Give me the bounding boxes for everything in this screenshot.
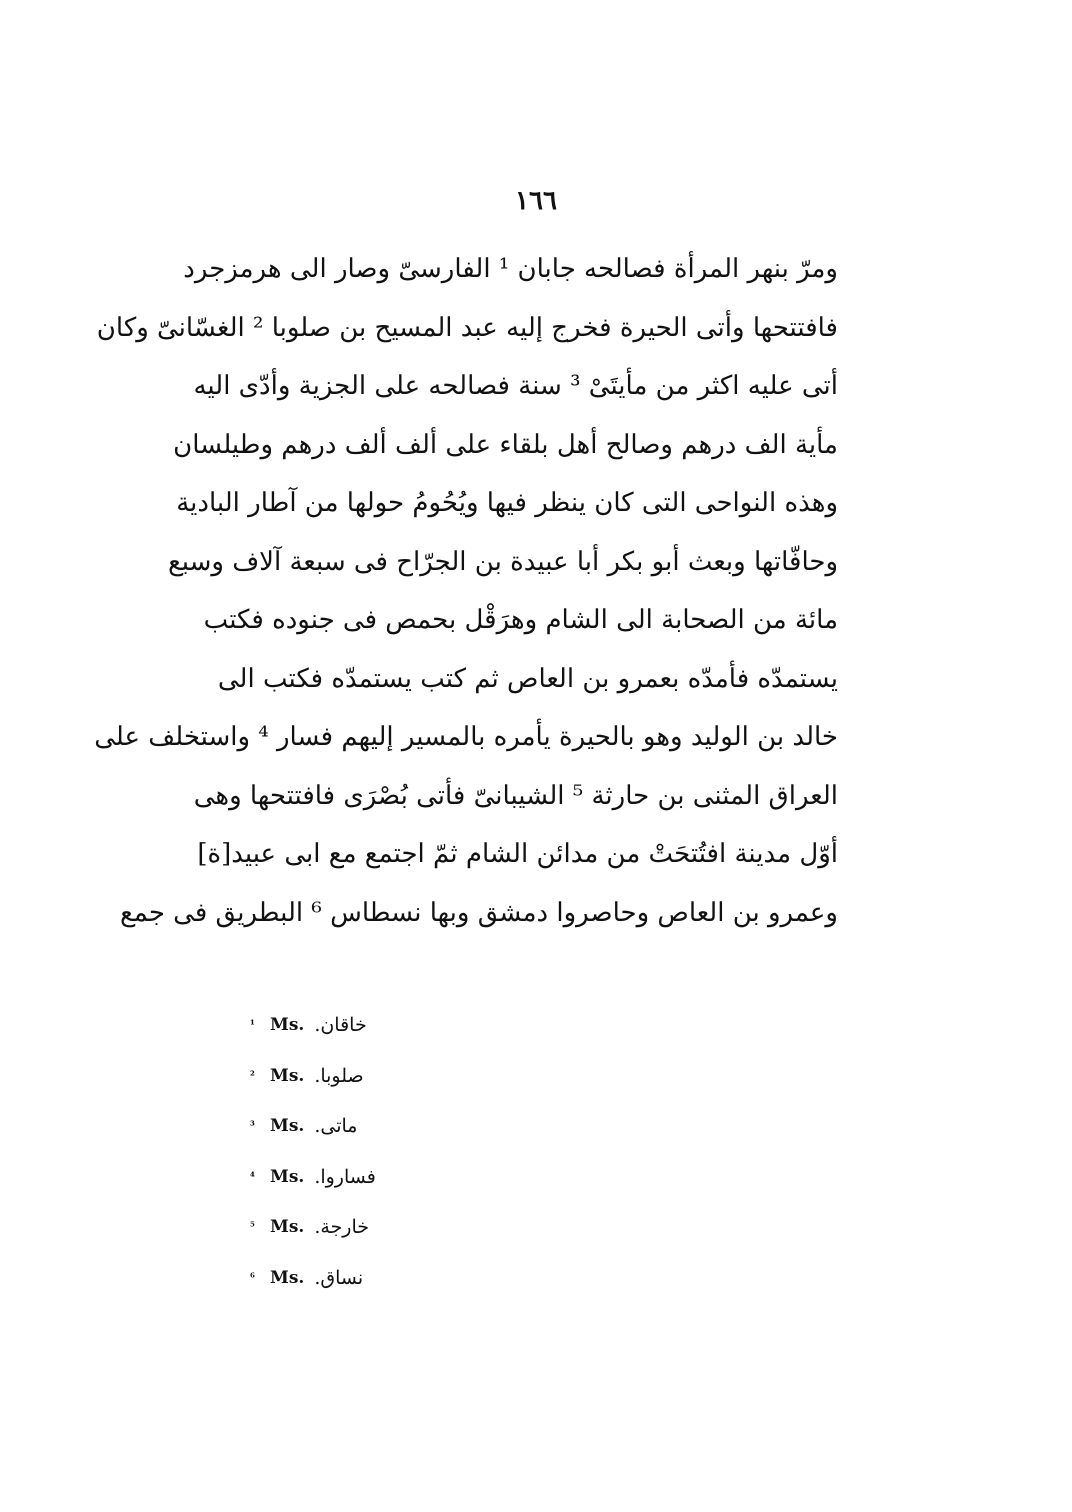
footnote-mark: ² [250,1068,255,1082]
text-line: وهذه النواحى التى كان ينظر فيها ويُحُومُ حولها من آطار البادية [176,488,838,518]
footnotes [250,1000,450,1303]
footnote-source: Ms. [270,1166,305,1187]
footnote-variant: ماتى. [314,1115,358,1137]
text-line: أوّل مدينة افتُتحَتْ من مدائن الشام ثمّ اجتمع مع ابى عبيد[ة] [197,839,838,869]
footnote [250,1253,450,1304]
text-line: أتى عليه اكثر من مأيتَىْ ³ سنة فصالحه على الجزية وأدّى اليه [193,371,838,401]
text-line: ومرّ بنهر المرأة فصالحه جابان ¹ الفارسىّ وصار الى هرمزجرد [183,254,838,284]
footnote-mark: ¹ [250,1018,255,1031]
footnote-mark: ⁴ [250,1169,255,1183]
text-line: العراق المثنى بن حارثة ⁵ الشيبانىّ فأتى بُصْرَى فافتتحها وهى [193,780,838,811]
footnote-variant: خاقان. [314,1014,367,1036]
footnote [250,1101,450,1152]
footnote-mark: ⁶ [250,1270,255,1284]
text-line: خالد بن الوليد وهو بالحيرة يأمره بالمسير إليهم فسار ⁴ واستخلف على [94,722,838,752]
footnote [250,1051,450,1102]
footnote-source: Ms. [270,1015,305,1035]
text-line: فافتتحها وأتى الحيرة فخرج إليه عبد المسيح بن صلوبا ² الغسّانىّ وكان [96,312,838,343]
footnote-variant: نساق. [314,1266,364,1289]
footnote-variant: فساروا. [314,1165,376,1188]
text-line: مائة من الصحابة الى الشام وهرَقْل بحمص فى جنوده فكتب [203,605,838,635]
footnote-source: Ms. [270,1217,305,1237]
main-text [94,240,838,942]
footnote [250,1000,450,1051]
text-line: وعمرو بن العاص وحاصروا دمشق وبها نسطاس ⁶ البطريق فى جمع [119,897,838,928]
footnote [250,1202,450,1253]
text-line: مأية الف درهم وصالح أهل بلقاء على ألف ألف درهم وطيلسان [173,429,838,460]
footnote-source: Ms. [270,1065,305,1086]
footnote-source: Ms. [270,1267,305,1288]
page-number: ١٦٦ [515,186,557,216]
footnote-source: Ms. [270,1116,305,1136]
footnote-mark: ⁵ [250,1220,255,1233]
footnote [250,1152,450,1203]
text-line: يستمدّه فأمدّه بعمرو بن العاص ثم كتب يستمدّه فكتب الى [217,663,838,694]
footnote-mark: ³ [250,1119,255,1132]
footnote-variant: خارجة. [314,1216,369,1238]
text-line: وحافّاتها وبعث أبو بكر أبا عبيدة بن الجرّاح فى سبعة آلاف وسبع [167,546,838,577]
footnote-variant: صلوبا. [314,1064,364,1087]
